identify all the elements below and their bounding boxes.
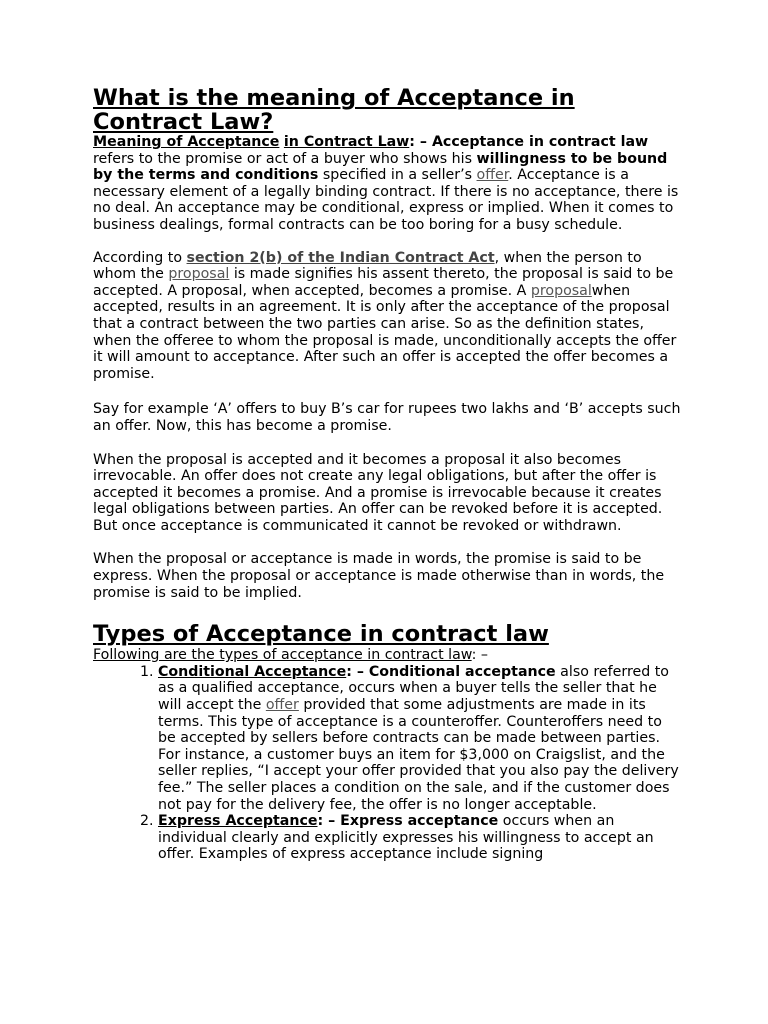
intro-lead: – Acceptance in contract law xyxy=(414,134,649,150)
term-in-contract-law: in Contract Law xyxy=(283,134,410,150)
irrevocable-paragraph: When the proposal is accepted and it becomes a proposal it also becomes irrevocable. An offer does not create any legal obligations, but after the offer is accepted it becomes a promise. And a promise is irrevocable because it creates legal obligations between parties. An offer can be revoked before it is accepted. But once acceptance is communicated it cannot be revoked or withdrawn. xyxy=(93,451,663,534)
section-2b-paragraph: According to section 2(b) of the Indian Contract Act, when the person to whom the proposal is made signifies his assent thereto, the proposal is said to be accepted. A proposal, when accepted, becomes a promise. A proposalwhen accepted, results in an agreement. It is only after the acceptance of the proposal that a contract between the two parties can arise. So as the definition states, when the offeree to whom the proposal is made, unconditionally accepts the offer it will amount to acceptance. After such an offer is accepted the offer becomes a promise. xyxy=(93,249,677,382)
offer-link-2[interactable]: offer xyxy=(265,697,299,714)
offer-link[interactable]: offer xyxy=(476,167,509,184)
list-item: 2. Express Acceptance: – Express acceptance occurs when an individual clearly and explicitly expresses his willingness to accept an offer. Examples of express acceptance include signing xyxy=(158,813,683,863)
types-lead: Following are the types of acceptance in contract law: – xyxy=(93,647,489,664)
term-express-acceptance: Express Acceptance xyxy=(158,813,318,830)
intro-bold-phrase: willingness to be bound by the terms and conditions xyxy=(93,150,668,184)
intro-paragraph: Meaning of Acceptance in Contract Law: – Acceptance in contract law refers to the promise or act of a buyer who shows his willingness to be bound by the terms and conditions specified in a seller’s offer. Acceptance is a necessary element of a legally binding contract. If there is no acceptance, there is no deal. An acceptance may be conditional, express or implied. When it comes to business dealings, formal contracts can be too boring for a busy schedule. xyxy=(93,134,679,233)
types-list xyxy=(93,664,683,863)
term-conditional-acceptance: Conditional Acceptance xyxy=(158,663,347,680)
express-implied-paragraph: When the proposal or acceptance is made in words, the promise is said to be express. When the proposal or acceptance is made otherwise than in words, the promise is said to be implied. xyxy=(93,551,665,601)
term-meaning-of-acceptance: Meaning of Acceptance xyxy=(93,134,280,150)
page-title: What is the meaning of Acceptance in Contract Law? xyxy=(93,85,575,135)
section-2b-link[interactable]: section 2(b) of the Indian Contract Act xyxy=(186,249,495,266)
document-page xyxy=(93,86,683,863)
proposal-link-2[interactable]: proposal xyxy=(530,282,592,299)
example-paragraph: Say for example ‘A’ offers to buy B’s car for rupees two lakhs and ‘B’ accepts such an offer. Now, this has become a promise. xyxy=(93,401,681,434)
proposal-link[interactable]: proposal xyxy=(168,266,230,283)
types-heading: Types of Acceptance in contract law xyxy=(93,621,549,648)
list-item: 1. Conditional Acceptance: – Conditional acceptance also referred to as a qualified acceptance, occurs when a buyer tells the seller that he will accept the offer provided that some adjustments are made in its terms. This type of acceptance is a counteroffer. Counteroffers need to be accepted by sellers before contracts can be made between parties. For instance, a customer buys an item for $3,000 on Craigslist, and the seller replies, “I accept your offer provided that you also pay the delivery fee.” The seller places a condition on the sale, and if the customer does not pay for the delivery fee, the offer is no longer acceptable. xyxy=(158,664,683,813)
